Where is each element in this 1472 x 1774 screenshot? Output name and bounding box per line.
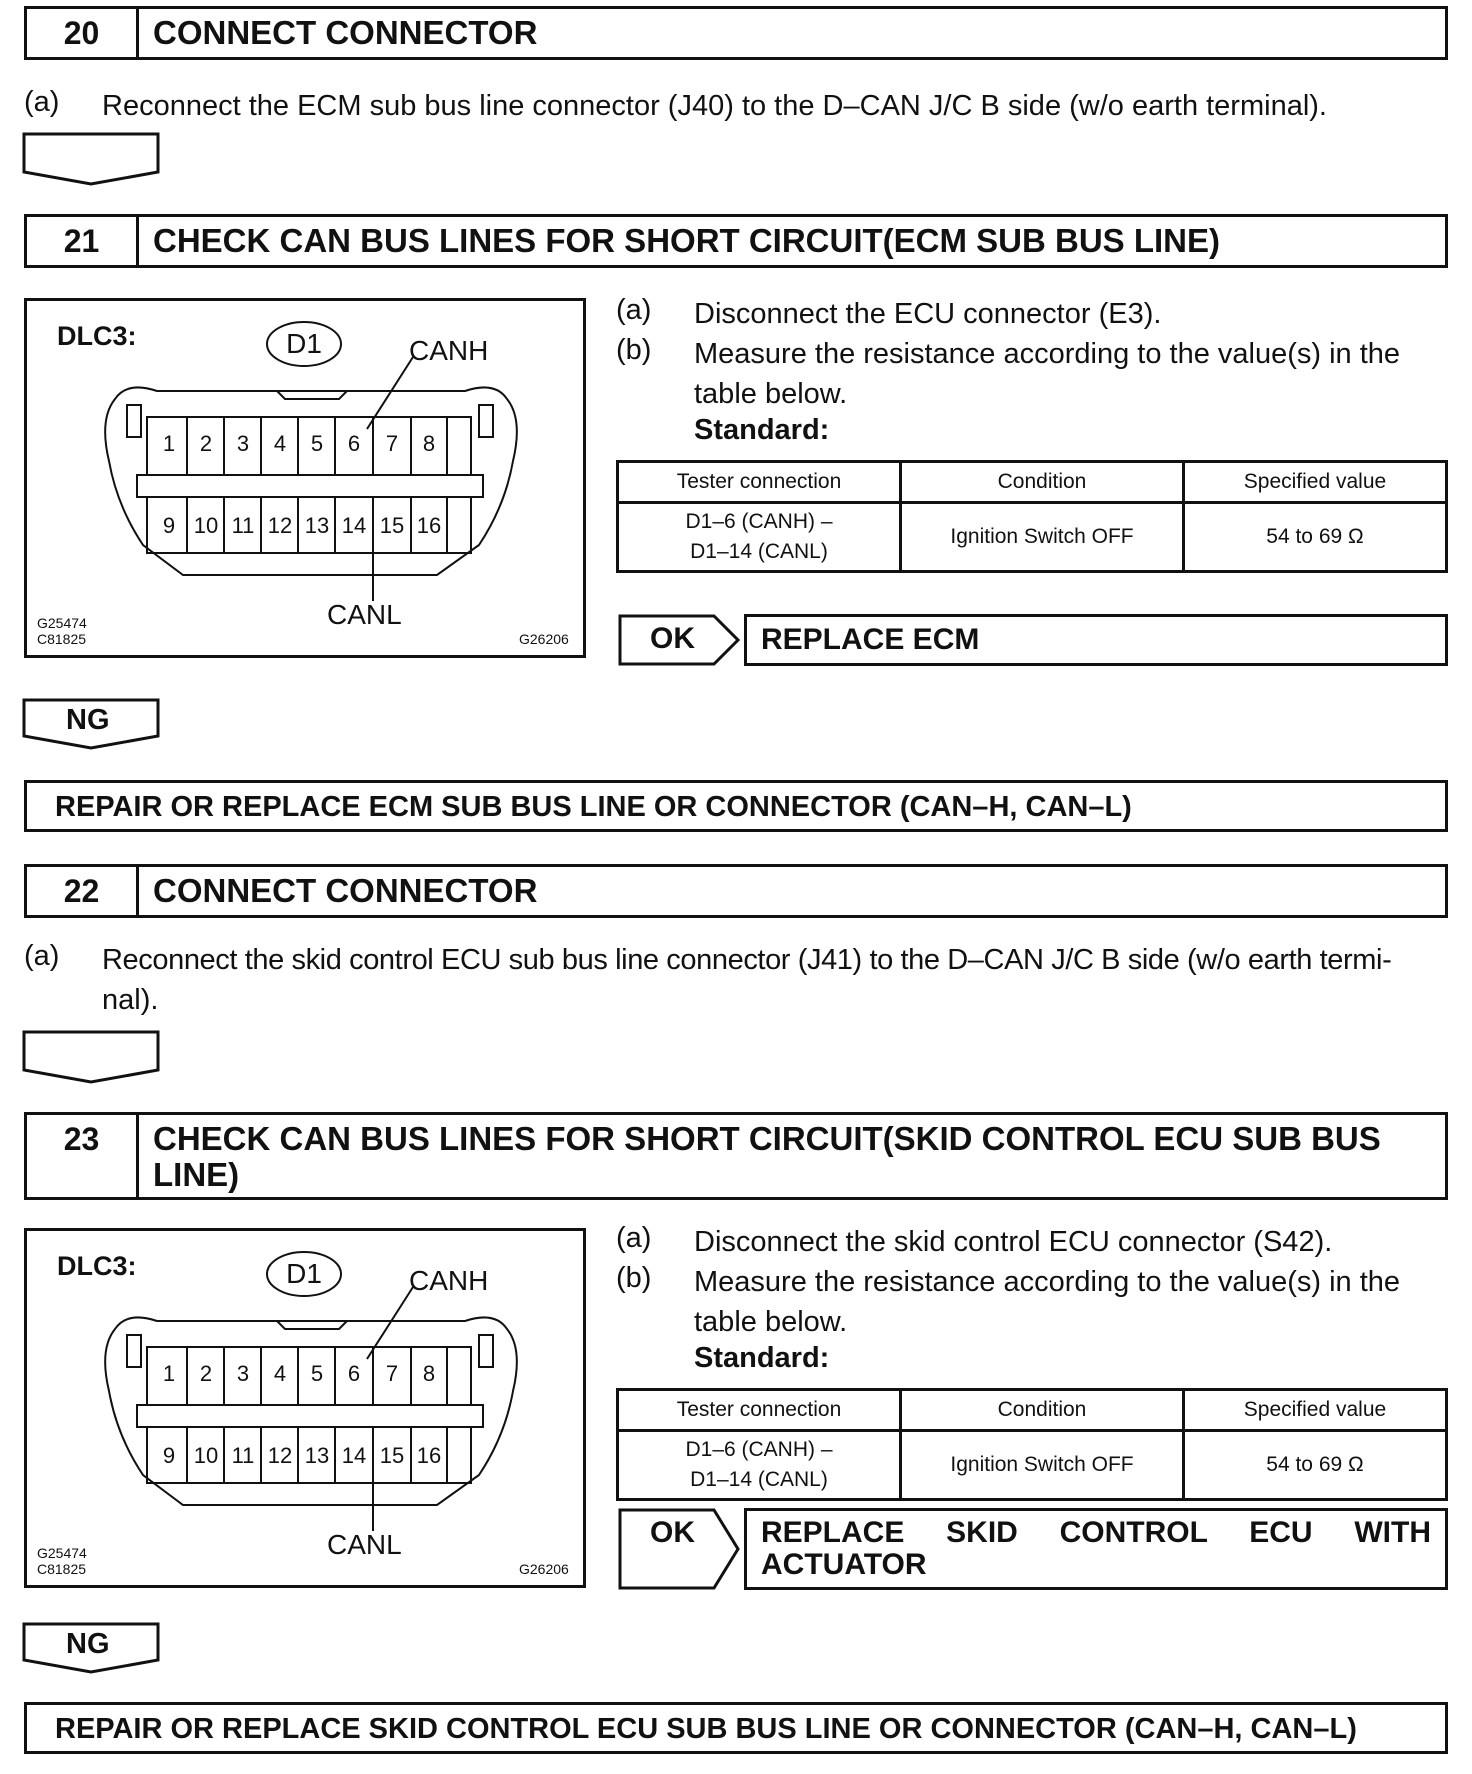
pin-5: 5: [310, 1361, 324, 1386]
pin-2: 2: [199, 431, 213, 456]
dlc3-label: DLC3:: [57, 1251, 137, 1281]
pin-12: 12: [267, 1443, 293, 1468]
table-cell: 54 to 69 Ω: [1184, 503, 1447, 572]
ng-branch: [22, 1622, 160, 1674]
step-title: CONNECT CONNECTOR: [153, 14, 538, 51]
pin-9: 9: [162, 513, 176, 538]
standard-label: Standard:: [694, 414, 830, 446]
pin-11: 11: [231, 1443, 255, 1468]
figure-code: G26206: [519, 1561, 569, 1577]
table-cell: Ignition Switch OFF: [901, 503, 1184, 572]
item-text-continued: nal).: [102, 984, 159, 1016]
pin-4: 4: [273, 431, 287, 456]
ok-result-line: REPLACE SKID CONTROL ECU WITH: [761, 1516, 1431, 1549]
table-header: Tester connection: [618, 1390, 901, 1431]
pin-4: 4: [273, 1361, 287, 1386]
canh-label: CANH: [409, 335, 489, 366]
connector-tag: D1: [286, 1258, 322, 1289]
step-21-item-b: [616, 334, 1448, 414]
pin-12: 12: [267, 513, 293, 538]
table-header: Condition: [901, 462, 1184, 503]
step-20-header: [24, 6, 1448, 60]
pin-13: 13: [304, 513, 330, 538]
figure-code: G26206: [519, 631, 569, 647]
spec-table: [616, 1388, 1448, 1501]
pin-3: 3: [236, 431, 250, 456]
step-22-instruction: [24, 940, 1448, 1020]
pin-5: 5: [310, 431, 324, 456]
step-number: 22: [27, 867, 139, 915]
step-number: 23: [27, 1115, 139, 1197]
ng-label: NG: [66, 1628, 110, 1660]
step-title: CHECK CAN BUS LINES FOR SHORT CIRCUIT(ECM SUB BUS LINE): [153, 222, 1221, 259]
step-title-line: CHECK CAN BUS LINES FOR SHORT CIRCUIT(SKID CONTROL ECU SUB BUS: [153, 1120, 1381, 1157]
table-cell: [618, 1431, 901, 1500]
pin-8: 8: [422, 1361, 436, 1386]
ok-result: REPLACE ECM: [744, 614, 1448, 666]
pin-2: 2: [199, 1361, 213, 1386]
table-header: Specified value: [1184, 1390, 1447, 1431]
pin-7: 7: [385, 1361, 399, 1386]
dlc3-connector-figure: [24, 1228, 586, 1588]
item-label: (a): [24, 940, 60, 972]
step-number: 20: [27, 9, 139, 57]
ok-branch: [618, 1508, 742, 1590]
dlc3-label: DLC3:: [57, 321, 137, 351]
dlc3-connector-figure: [24, 298, 586, 658]
item-text: Reconnect the ECM sub bus line connector (J40) to the D–CAN J/C B side (w/o earth terminal).: [102, 90, 1327, 122]
pin-9: 9: [162, 1443, 176, 1468]
next-step-arrow-icon: [22, 1030, 160, 1094]
table-header: Tester connection: [618, 462, 901, 503]
table-row: [618, 503, 1447, 572]
ok-result: [744, 1508, 1448, 1590]
tester-connection-line: D1–6 (CANH) –: [685, 1438, 833, 1461]
item-text: Reconnect the skid control ECU sub bus line connector (J41) to the D–CAN J/C B side (w/o earth termi-: [102, 944, 1392, 976]
item-label: (b): [616, 1262, 652, 1294]
pin-14: 14: [341, 513, 367, 538]
pin-10: 10: [193, 513, 219, 538]
ok-result-line: ACTUATOR: [761, 1548, 927, 1581]
ok-branch: [618, 614, 742, 666]
tester-connection-line: D1–14 (CANL): [690, 1468, 828, 1491]
item-label: (a): [616, 294, 652, 326]
pin-6: 6: [347, 431, 361, 456]
pin-15: 15: [379, 1443, 405, 1468]
tester-connection-line: D1–14 (CANL): [690, 540, 828, 563]
table-cell: Ignition Switch OFF: [901, 1431, 1184, 1500]
connector-tag: D1: [286, 328, 322, 359]
spec-table: [616, 460, 1448, 573]
pin-16: 16: [416, 513, 442, 538]
figure-code: C81825: [37, 1561, 87, 1577]
step-title-line: LINE): [153, 1156, 240, 1193]
step-title: [153, 1121, 1435, 1193]
pin-15: 15: [379, 513, 405, 538]
pin-14: 14: [341, 1443, 367, 1468]
item-text: Measure the resistance according to the value(s) in the table below.: [694, 1266, 1401, 1338]
pin-1: 1: [162, 1361, 176, 1386]
table-header: Specified value: [1184, 462, 1447, 503]
item-text: Disconnect the skid control ECU connector (S42).: [694, 1226, 1333, 1258]
item-label: (b): [616, 334, 652, 366]
item-label: (a): [24, 86, 60, 118]
figure-code: G25474: [37, 615, 87, 631]
canh-label: CANH: [409, 1265, 489, 1296]
table-cell: [618, 503, 901, 572]
table-cell: 54 to 69 Ω: [1184, 1431, 1447, 1500]
step-23-item-a: [616, 1222, 1448, 1262]
item-text: Measure the resistance according to the value(s) in the table below.: [694, 338, 1401, 410]
pin-7: 7: [385, 431, 399, 456]
tester-connection-line: D1–6 (CANH) –: [685, 510, 833, 533]
ng-result: REPAIR OR REPLACE SKID CONTROL ECU SUB BUS LINE OR CONNECTOR (CAN–H, CAN–L): [24, 1702, 1448, 1754]
pin-13: 13: [304, 1443, 330, 1468]
canl-label: CANL: [327, 1529, 402, 1560]
figure-code: C81825: [37, 631, 87, 647]
figure-code: G25474: [37, 1545, 87, 1561]
pin-3: 3: [236, 1361, 250, 1386]
pin-16: 16: [416, 1443, 442, 1468]
ng-label: NG: [66, 704, 110, 736]
step-title: CONNECT CONNECTOR: [153, 872, 538, 909]
step-20-instruction: [24, 86, 1448, 126]
pin-8: 8: [422, 431, 436, 456]
step-23-header: [24, 1112, 1448, 1200]
ok-label: OK: [650, 622, 695, 655]
ok-label: OK: [650, 1516, 695, 1549]
pin-10: 10: [193, 1443, 219, 1468]
item-text: Disconnect the ECU connector (E3).: [694, 298, 1162, 330]
step-23-item-b: [616, 1262, 1448, 1342]
item-label: (a): [616, 1222, 652, 1254]
pin-1: 1: [162, 431, 176, 456]
standard-label: Standard:: [694, 1342, 830, 1374]
pin-6: 6: [347, 1361, 361, 1386]
step-number: 21: [27, 217, 139, 265]
ng-result: REPAIR OR REPLACE ECM SUB BUS LINE OR CONNECTOR (CAN–H, CAN–L): [24, 780, 1448, 832]
canl-label: CANL: [327, 599, 402, 630]
ng-branch: [22, 698, 160, 750]
step-22-header: [24, 864, 1448, 918]
step-21-header: [24, 214, 1448, 268]
pin-11: 11: [231, 513, 255, 538]
table-row: [618, 1431, 1447, 1500]
table-header: Condition: [901, 1390, 1184, 1431]
step-21-item-a: [616, 294, 1448, 334]
next-step-arrow-icon: [22, 132, 160, 196]
